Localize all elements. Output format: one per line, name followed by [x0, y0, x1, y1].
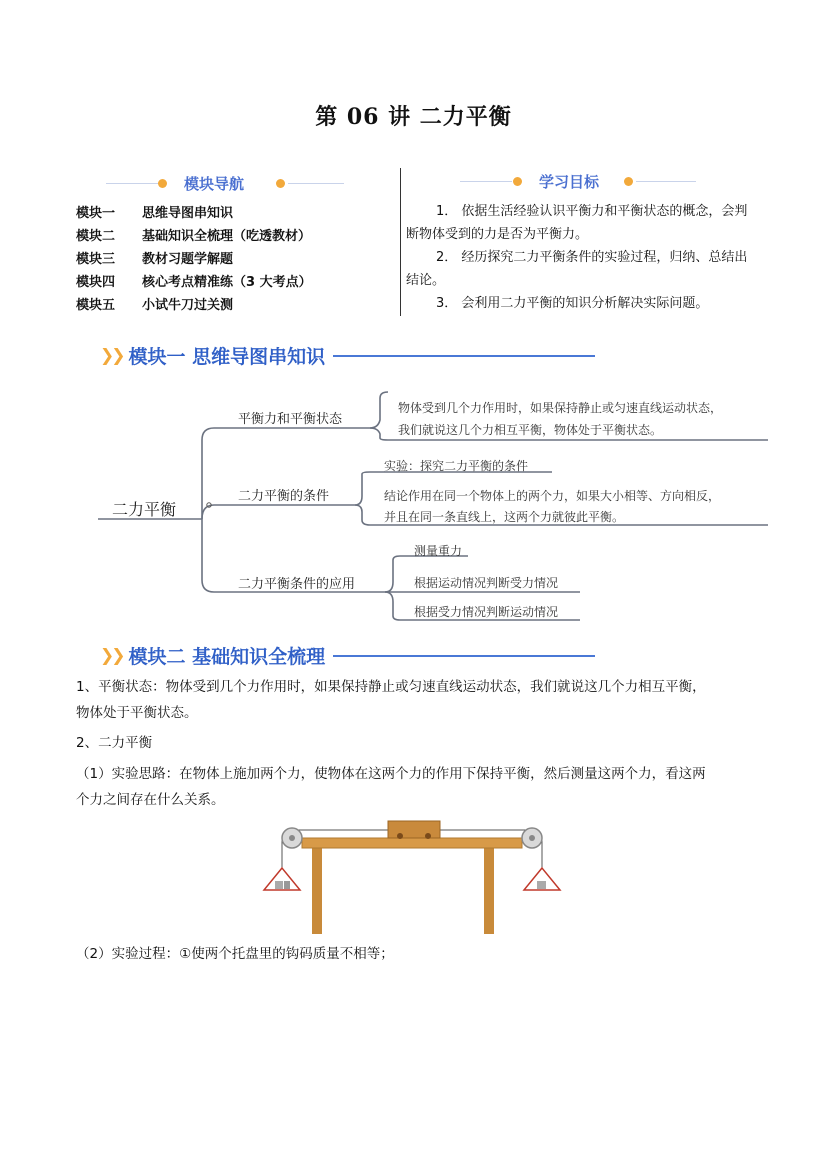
nav-item-key: 模块四	[76, 275, 116, 290]
paragraph: 2、二力平衡	[76, 735, 153, 751]
weight-icon	[537, 881, 546, 889]
table-top	[302, 838, 522, 848]
nav-item-key: 模块五	[76, 298, 116, 313]
mindmap-branch: 二力平衡条件的应用	[238, 577, 356, 592]
module1-banner-title: 模块一 思维导图串知识	[128, 346, 326, 368]
banner-rule	[333, 655, 595, 657]
bullet-dot-icon	[276, 179, 285, 188]
divider	[288, 183, 344, 184]
chevron-right-icon: ❯❯	[100, 345, 123, 366]
mindmap-root: 二力平衡	[112, 500, 177, 519]
mindmap-leaf: 根据受力情况判断运动情况	[414, 605, 559, 619]
bullet-dot-icon	[158, 179, 167, 188]
mindmap-leaf: 物体受到几个力作用时，如果保持静止或匀速直线运动状态，	[398, 401, 723, 415]
nav-item-label: 小试牛刀过关测	[142, 298, 234, 313]
mindmap-branch: 二力平衡的条件	[238, 489, 330, 504]
experiment-illustration	[262, 818, 562, 936]
mindmap-leaf: 测量重力	[414, 544, 463, 558]
bullet-dot-icon	[513, 177, 522, 186]
nav-item[interactable]	[76, 248, 233, 267]
mindmap-leaf: 实验：探究二力平衡的条件	[384, 459, 529, 473]
goal-item: 2． 经历探究二力平衡条件的实验过程，归纳、总结出结论。	[406, 250, 748, 288]
mindmap-leaf: 我们就说这几个力相互平衡，物体处于平衡状态。	[398, 423, 663, 437]
goal-item: 1． 依据生活经验认识平衡力和平衡状态的概念，会判断物体受到的力是否为平衡力。	[406, 204, 748, 242]
page-title: 第 06 讲 二力平衡	[315, 104, 512, 130]
mindmap-branch: 平衡力和平衡状态	[238, 412, 343, 427]
paragraph: 1、平衡状态：物体受到几个力作用时，如果保持静止或匀速直线运动状态，我们就说这几个力相互平衡，	[76, 679, 706, 695]
nav-heading: 模块导航	[184, 175, 245, 193]
module1-banner	[100, 342, 595, 369]
divider	[460, 181, 512, 182]
nav-item[interactable]	[76, 202, 233, 221]
branch-connector	[202, 505, 232, 519]
table-leg	[312, 848, 322, 934]
nav-item-label: 基础知识全梳理（吃透教材）	[142, 229, 312, 244]
bullet-dot-icon	[624, 177, 633, 186]
branch-connector	[202, 519, 232, 592]
divider	[106, 183, 162, 184]
nav-item-label: 思维导图串知识	[142, 206, 234, 221]
wheel-icon	[397, 833, 403, 839]
table-leg	[484, 848, 494, 934]
nav-item-key: 模块三	[76, 252, 116, 267]
weight-icon	[275, 881, 283, 889]
paragraph: 物体处于平衡状态。	[76, 705, 198, 721]
leaf-connector	[370, 392, 388, 428]
weight-icon	[284, 881, 290, 889]
nav-item-label: 核心考点精准练（3 大考点）	[142, 275, 312, 290]
chevron-right-icon: ❯❯	[100, 645, 123, 666]
paragraph: （2）实验过程：①使两个托盘里的钩码质量不相等；	[76, 946, 394, 962]
paragraph: 个力之间存在什么关系。	[76, 792, 225, 808]
mindmap-leaf: 根据运动情况判断受力情况	[414, 576, 559, 590]
nav-item-label: 教材习题学解题	[142, 252, 234, 267]
pulley-axle	[289, 835, 295, 841]
nav-item-key: 模块一	[76, 206, 116, 221]
column-divider	[400, 168, 401, 316]
module2-banner-title: 模块二 基础知识全梳理	[128, 646, 326, 668]
banner-rule	[333, 355, 595, 357]
nav-item[interactable]	[76, 294, 233, 313]
wheel-icon	[425, 833, 431, 839]
nav-item[interactable]	[76, 225, 311, 244]
nav-item-key: 模块二	[76, 229, 116, 244]
module2-banner	[100, 642, 595, 669]
mindmap-leaf: 并且在同一条直线上，这两个力就彼此平衡。	[384, 510, 625, 524]
goals-heading: 学习目标	[539, 173, 600, 191]
goal-item: 3． 会利用二力平衡的知识分析解决实际问题。	[436, 296, 709, 311]
paragraph: （1）实验思路：在物体上施加两个力，使物体在这两个力的作用下保持平衡，然后测量这两个力，看这两	[76, 766, 706, 782]
wooden-block	[388, 821, 440, 838]
pulley-axle	[529, 835, 535, 841]
divider	[636, 181, 696, 182]
mindmap-leaf: 结论作用在同一个物体上的两个力，如果大小相等、方向相反，	[384, 489, 721, 503]
nav-item[interactable]	[76, 271, 312, 290]
